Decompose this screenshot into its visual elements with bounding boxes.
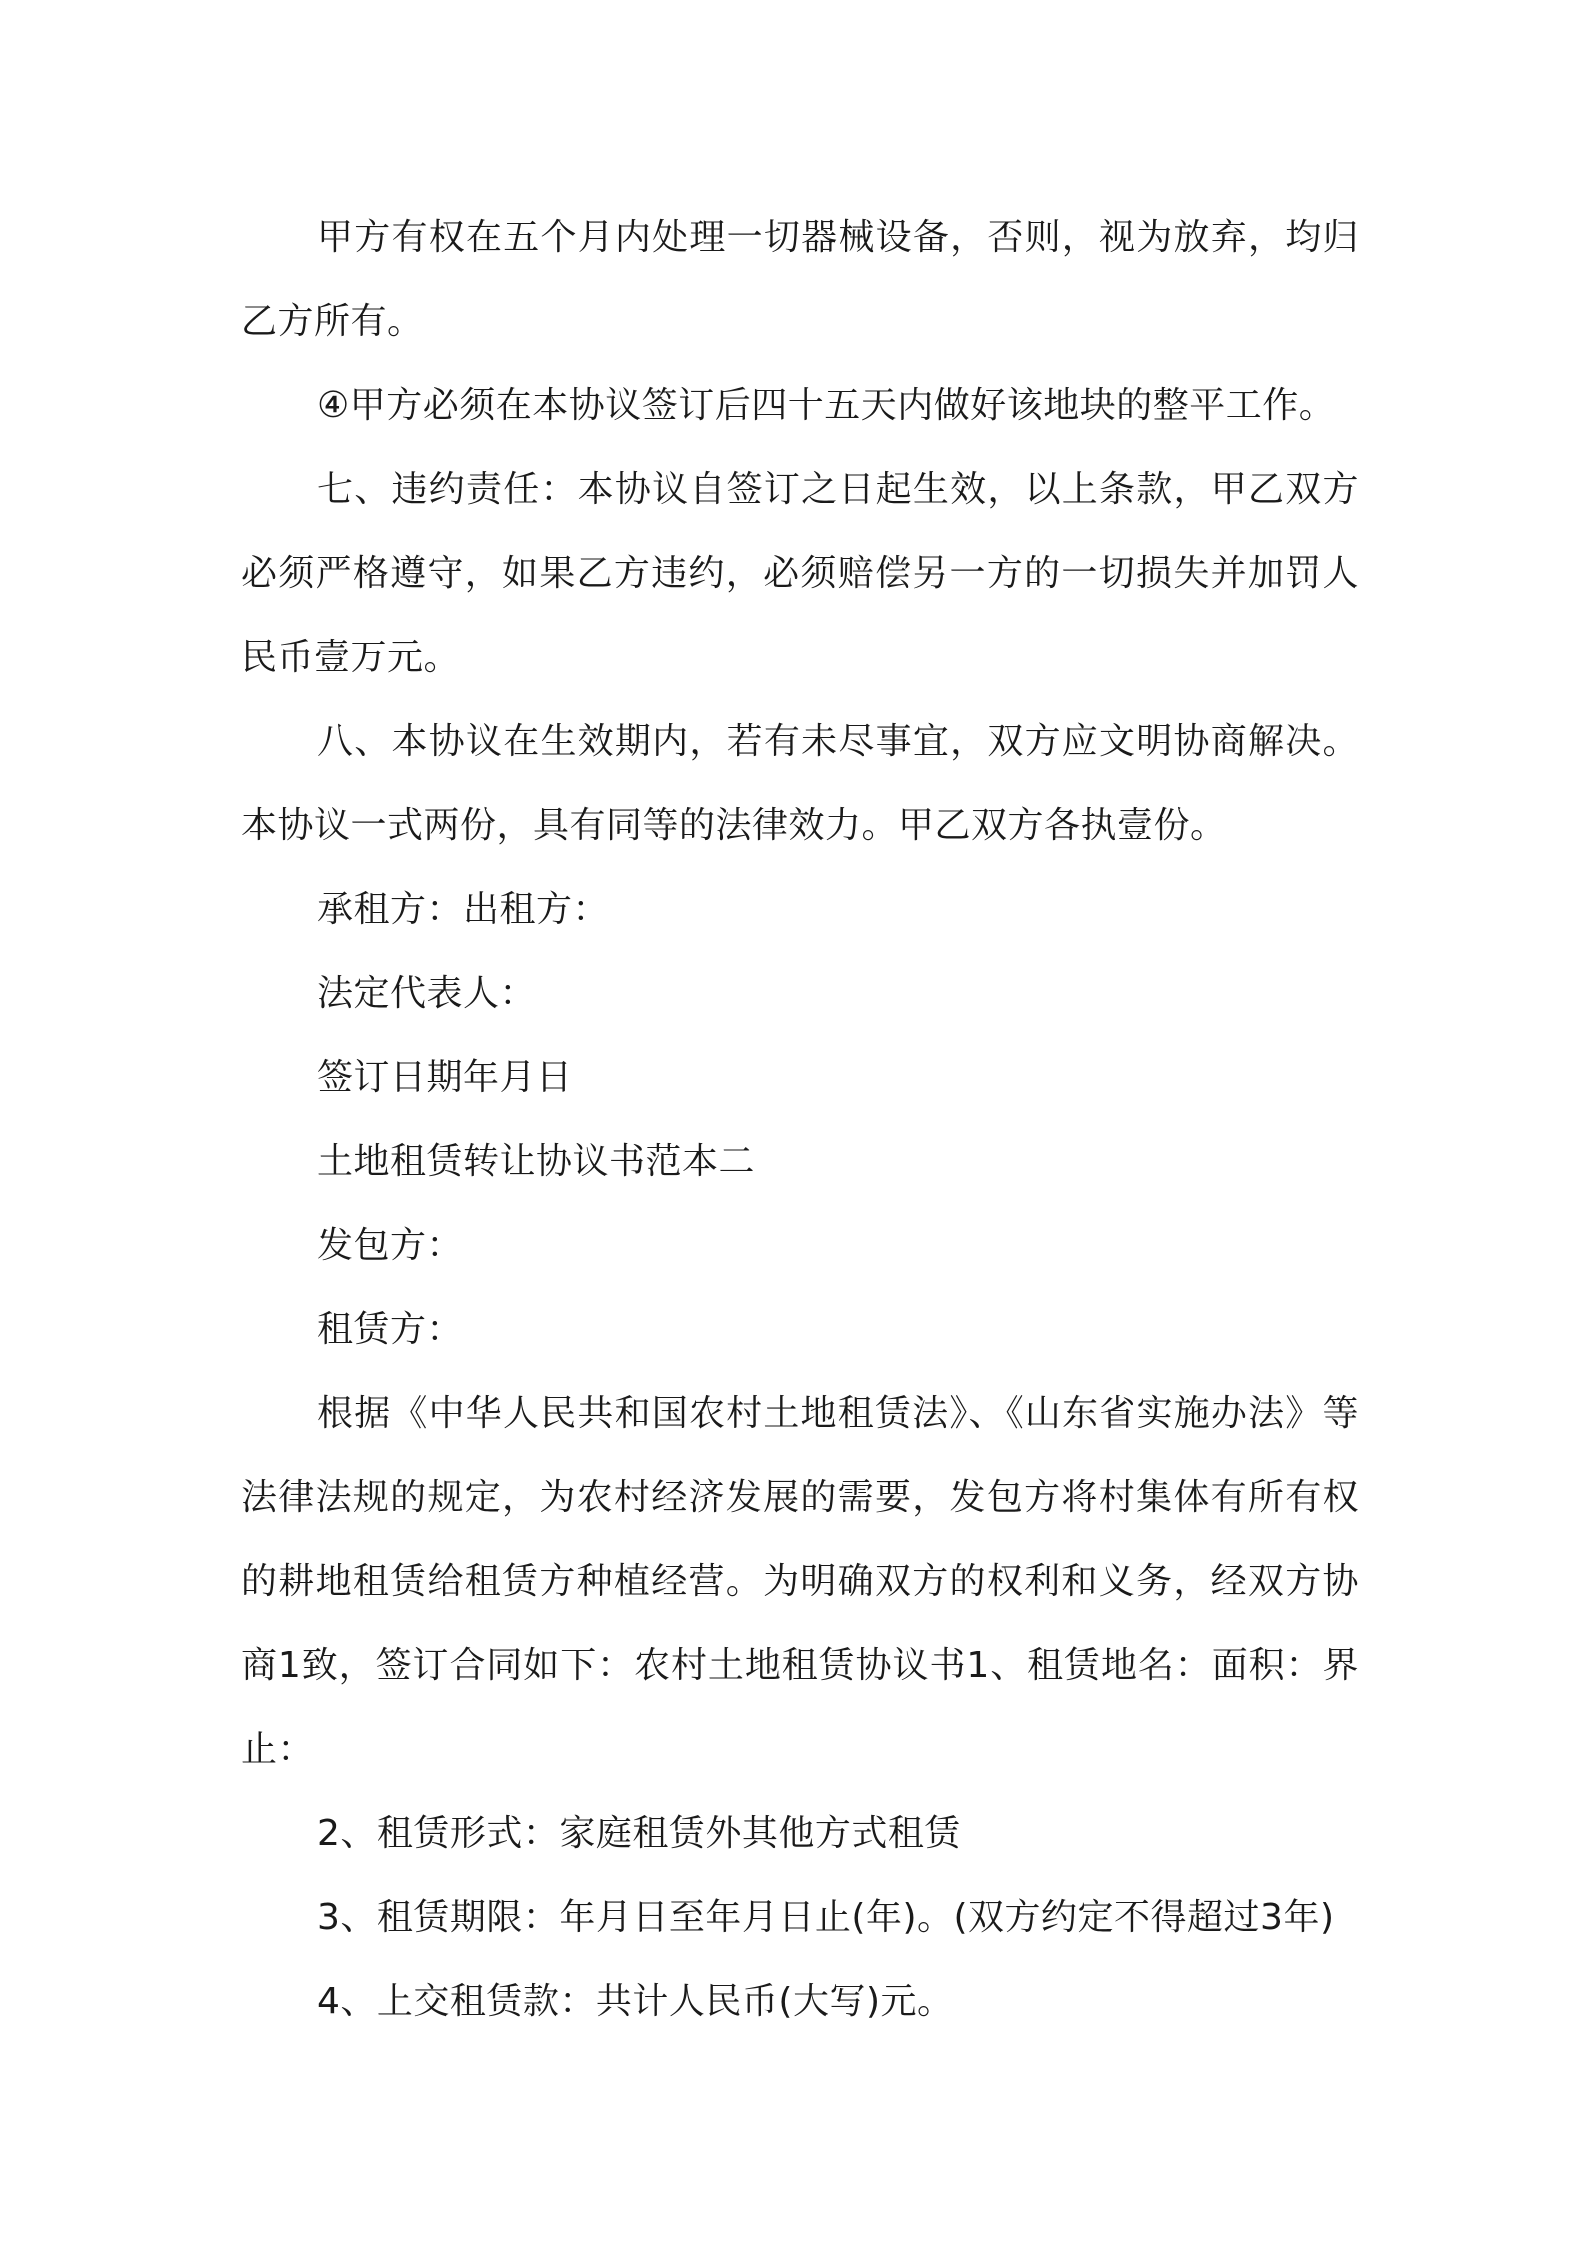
paragraph-other-matters: 八、本协议在生效期内，若有未尽事宜，双方应文明协商解决。本协议一式两份，具有同等的法律效力。甲乙双方各执壹份。 (241, 721, 1359, 846)
paragraph-signing-date: 签订日期年月日 (317, 1057, 573, 1098)
paragraph-legal-basis: 根据《中华人民共和国农村土地租赁法》、《山东省实施办法》等法律法规的规定，为农村经济发展的需要，发包方将村集体有所有权的耕地租赁给租赁方种植经营。为明确双方的权利和义务，经双方协商1致，签订合同如下：农村土地租赁协议书1、租赁地名：面积：界止： (241, 1393, 1359, 1770)
paragraph-lease-term: 3、租赁期限：年月日至年月日止(年)。(双方约定不得超过3年) (317, 1897, 1335, 1938)
paragraph-land-leveling: ④甲方必须在本协议签订后四十五天内做好该地块的整平工作。 (317, 385, 1336, 426)
paragraph-legal-representative: 法定代表人： (317, 973, 537, 1014)
paragraph-parties-signature: 承租方：出租方： (317, 889, 610, 930)
paragraph-lease-payment: 4、上交租赁款：共计人民币(大写)元。 (317, 1981, 954, 2022)
paragraph-lease-form: 2、租赁形式：家庭租赁外其他方式租赁 (317, 1813, 961, 1854)
paragraph-breach-liability: 七、违约责任：本协议自签订之日起生效，以上条款，甲乙双方必须严格遵守，如果乙方违约，必须赔偿另一方的一切损失并加罚人民币壹万元。 (241, 469, 1359, 678)
paragraph-equipment-disposal: 甲方有权在五个月内处理一切器械设备，否则，视为放弃，均归乙方所有。 (241, 217, 1359, 342)
section-title-template-two: 土地租赁转让协议书范本二 (317, 1141, 756, 1182)
paragraph-lessee: 租赁方： (317, 1309, 464, 1350)
paragraph-contractor: 发包方： (317, 1225, 464, 1266)
document-body (241, 196, 1359, 2044)
